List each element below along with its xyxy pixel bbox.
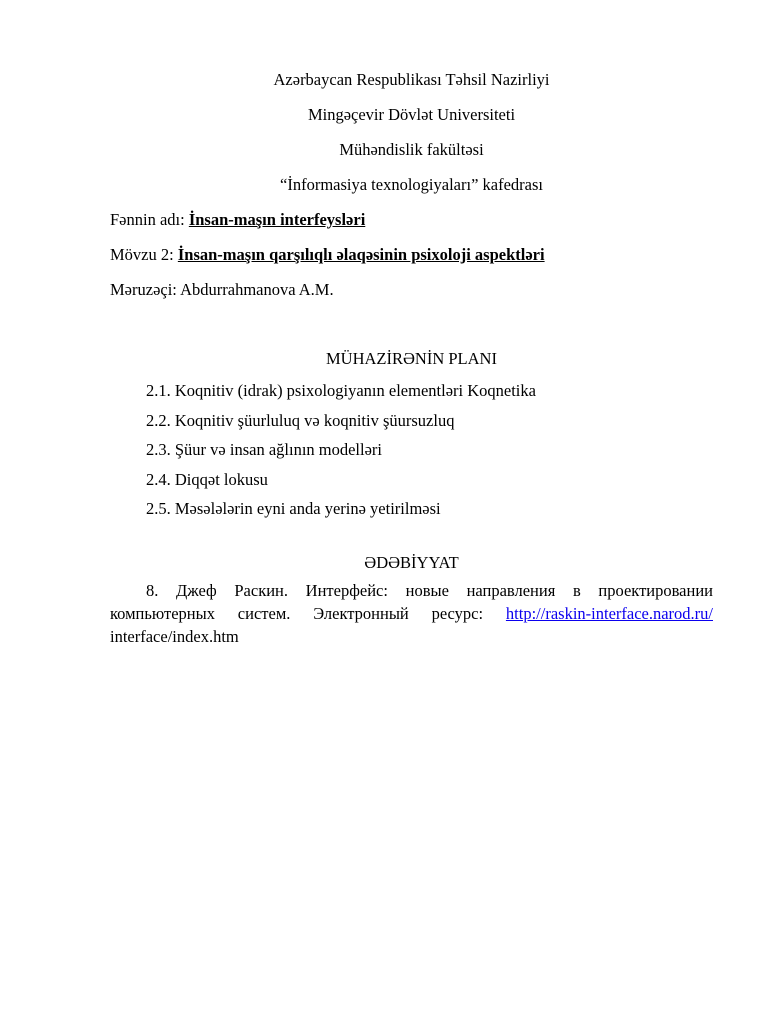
plan-item: 2.4. Diqqət lokusu — [146, 469, 268, 489]
plan-item: 2.3. Şüur və insan ağlının modelləri — [146, 440, 383, 459]
faculty-heading: Mühəndislik fakültəsi — [339, 140, 484, 159]
literature-entry — [110, 579, 713, 648]
literature-link[interactable]: http://raskin-interface.narod.ru/ — [505, 603, 713, 623]
plan-title: MÜHAZİRƏNİN PLANI — [326, 349, 497, 368]
university-heading: Mingəçevir Dövlət Universiteti — [307, 105, 516, 124]
plan-list — [110, 376, 713, 524]
topic-name: İnsan-maşın qarşılıqlı əlaqəsinin psixoloji aspektləri — [177, 245, 545, 264]
literature-title: ƏDƏBİYYAT — [364, 552, 459, 572]
course-line — [110, 202, 713, 237]
department-heading: “İnformasiya texnologiyaları” kafedrası — [280, 175, 543, 194]
lecturer-name: Abdurrahmanova A.M. — [180, 280, 334, 299]
literature-entry-tail: interface/index.htm — [110, 626, 239, 646]
plan-item: 2.5. Məsələlərin eyni anda yerinə yetirilməsi — [146, 499, 441, 518]
section-spacer — [110, 307, 713, 341]
document-page — [110, 62, 713, 648]
topic-line — [110, 237, 713, 272]
topic-label: Mövzu 2: — [110, 245, 178, 264]
plan-item: 2.1. Koqnitiv (idrak) psixologiyanın elementləri Koqnetika — [146, 381, 536, 400]
plan-item: 2.2. Koqnitiv şüurluluq və koqnitiv şüursuzluq — [146, 410, 455, 430]
course-label: Fənnin adı: — [110, 210, 189, 229]
lecturer-line — [110, 272, 713, 307]
course-name: İnsan-maşın interfeysləri — [188, 210, 366, 229]
ministry-heading: Azərbaycan Respublikası Təhsil Nazirliyi — [273, 70, 550, 89]
literature-entry-text: 8. Джеф Раскин. Интерфейс: новые направления в проектировании компьютерных систем. Электронный ресурс: — [110, 580, 713, 623]
lecturer-label: Məruzəçi: — [110, 280, 181, 299]
